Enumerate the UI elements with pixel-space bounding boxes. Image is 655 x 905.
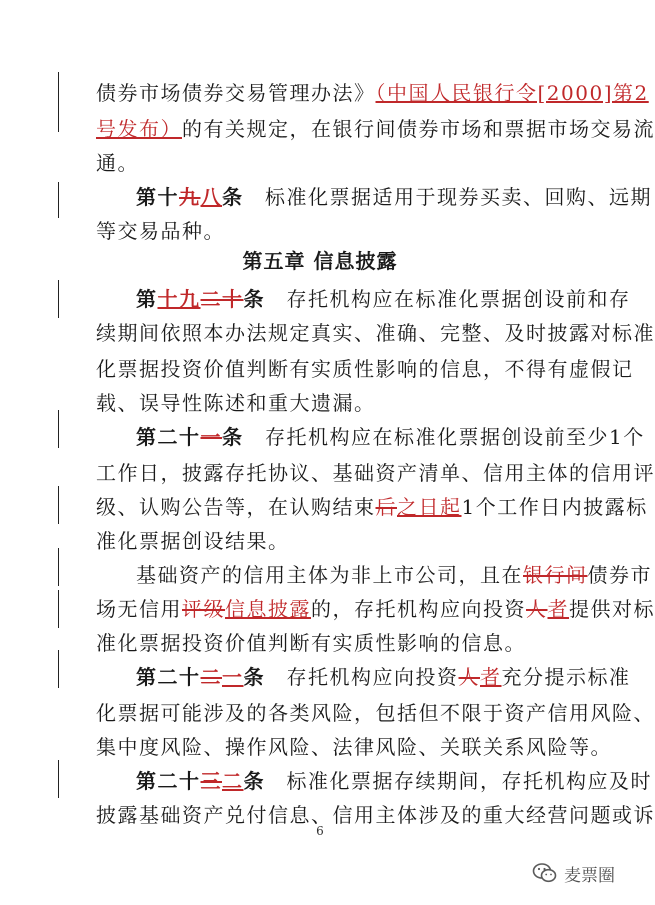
text-line <box>96 318 655 348</box>
text-line <box>96 594 655 624</box>
inserted-text: 信息披露 <box>225 597 311 621</box>
text-line <box>96 458 655 488</box>
inserted-text: 十九 <box>157 287 201 311</box>
text-span: 存托机构应在标准化票据创设前至少1个 <box>243 425 645 449</box>
deleted-text: 人 <box>526 597 548 621</box>
text-line <box>136 284 631 314</box>
deleted-text: 银行间 <box>523 563 588 587</box>
change-bar <box>58 486 59 524</box>
text-line <box>96 148 556 178</box>
text-line <box>136 560 652 590</box>
inserted-text: 之日起 <box>397 495 462 519</box>
deleted-text: 人 <box>458 665 480 689</box>
text-line <box>96 628 556 658</box>
text-span: 条 <box>222 185 244 209</box>
text-span: 存托机构应向投资 <box>265 665 459 689</box>
change-bar <box>58 72 59 132</box>
text-span: 级、认购公告等，在认购结束 <box>96 495 376 519</box>
text-span: 载、误导性陈述和重大遗漏。 <box>96 391 376 415</box>
text-span: 准化票据投资价值判断有实质性影响的信息。 <box>96 631 526 655</box>
text-span: 披露基础资产兑付信息、信用主体涉及的重大经营问题或诉 <box>96 803 655 827</box>
text-span: 标准化票据存续期间，存托机构应及时 <box>265 769 652 793</box>
text-span: 化票据可能涉及的各类风险，包括但不限于资产信用风险、 <box>96 701 655 725</box>
text-line <box>96 732 612 762</box>
text-line <box>96 388 556 418</box>
deleted-text: 后 <box>375 495 397 519</box>
change-bar <box>58 760 59 798</box>
text-span: 条 <box>243 287 265 311</box>
change-bar <box>58 182 59 218</box>
inserted-text: 者 <box>547 597 569 621</box>
text-span: 条 <box>222 425 244 449</box>
deleted-text: 二 <box>200 665 222 689</box>
text-line <box>136 182 652 212</box>
text-span: 通。 <box>96 151 139 175</box>
text-span: 等交易品种。 <box>96 219 225 243</box>
change-bar <box>58 650 59 688</box>
watermark <box>532 858 615 888</box>
text-span: 存托机构应在标准化票据创设前和存 <box>265 287 631 311</box>
text-line <box>96 114 655 144</box>
wechat-logo-icon <box>532 860 558 886</box>
deleted-text: 三 <box>200 769 222 793</box>
inserted-text: 八 <box>200 185 222 209</box>
page-number: 6 <box>316 824 324 838</box>
text-line <box>136 662 631 692</box>
text-span: 条 <box>243 665 265 689</box>
text-span: 场无信用 <box>96 597 182 621</box>
deleted-text: 二十 <box>200 287 244 311</box>
change-bar <box>58 410 59 448</box>
text-span: 债券市场债券交易管理办法》 <box>96 81 376 105</box>
text-span: 债券市 <box>587 563 652 587</box>
change-bar <box>58 590 59 628</box>
text-span: 第二十 <box>136 425 201 449</box>
text-span: 第十 <box>136 185 179 209</box>
text-span: 集中度风险、操作风险、法律风险、关联关系风险等。 <box>96 735 612 759</box>
inserted-text: 二 <box>222 769 244 793</box>
watermark-text: 麦票圈 <box>564 865 615 886</box>
text-line <box>136 422 645 452</box>
change-bar <box>58 280 59 318</box>
deleted-text: 评级 <box>182 597 225 621</box>
text-span: 第 <box>136 287 158 311</box>
inserted-text: 一 <box>222 665 244 689</box>
text-span: 第二十 <box>136 665 201 689</box>
text-span: 提供对标 <box>569 597 655 621</box>
chapter-title: 第五章 信息披露 <box>242 249 398 273</box>
text-line <box>96 216 556 246</box>
text-line <box>96 492 648 522</box>
text-span: 化票据投资价值判断有实质性影响的信息，不得有虚假记 <box>96 357 634 381</box>
text-span: 第二十 <box>136 769 201 793</box>
text-span: 准化票据创设结果。 <box>96 529 290 553</box>
text-span: 的有关规定，在银行间债券市场和票据市场交易流 <box>182 117 655 141</box>
text-span: 基础资产的信用主体为非上市公司，且在 <box>136 563 523 587</box>
text-line <box>96 354 634 384</box>
text-span: 充分提示标准 <box>501 665 631 689</box>
text-line <box>96 698 655 728</box>
inserted-text: （中国人民银行令[2000]第2 <box>375 81 649 105</box>
text-line <box>96 526 556 556</box>
inserted-text: 者 <box>480 665 502 689</box>
text-span: 续期间依照本办法规定真实、准确、完整、及时披露对标准 <box>96 321 655 345</box>
text-span: 标准化票据适用于现券买卖、回购、远期 <box>243 185 652 209</box>
text-line <box>136 766 652 796</box>
change-bar <box>58 548 59 586</box>
deleted-text: 一 <box>200 425 222 449</box>
deleted-text: 九 <box>179 185 201 209</box>
inserted-text: 号发布） <box>96 117 182 141</box>
text-span: 1个工作日内披露标 <box>461 495 648 519</box>
text-span: 条 <box>243 769 265 793</box>
text-line <box>96 78 649 108</box>
text-span: 的，存托机构应向投资 <box>311 597 526 621</box>
text-span: 工作日，披露存托协议、基础资产清单、信用主体的信用评 <box>96 461 655 485</box>
